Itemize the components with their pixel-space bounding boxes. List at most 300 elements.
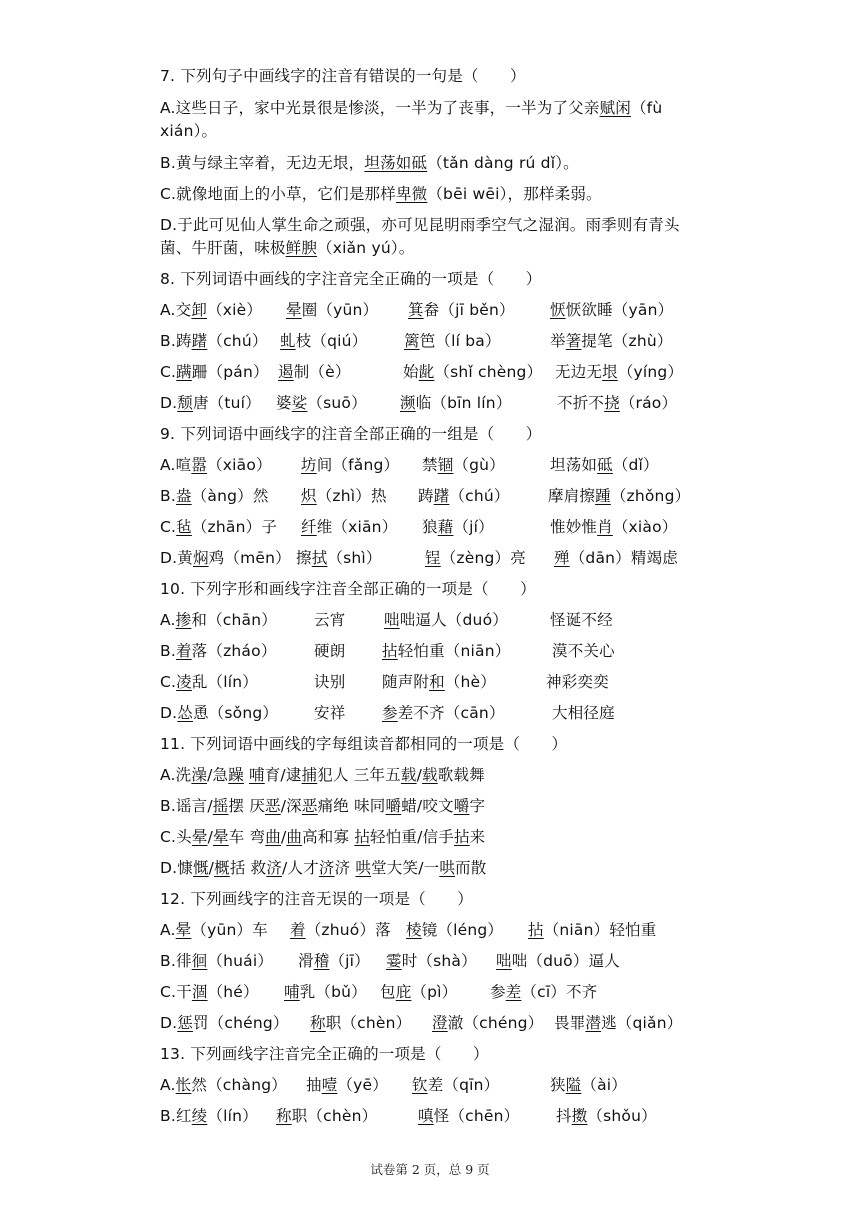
underlined-char: 炽 bbox=[301, 487, 317, 505]
line-cell bbox=[160, 701, 278, 725]
underlined-char: 坦荡如砥 bbox=[364, 154, 428, 172]
text-segment: （huái） bbox=[207, 952, 274, 970]
line-cell bbox=[404, 329, 501, 353]
underlined-char: 庇 bbox=[395, 983, 412, 1001]
text-segment: 制（è） bbox=[293, 363, 351, 381]
line-cell bbox=[550, 608, 613, 632]
line-cell bbox=[160, 213, 680, 237]
underlined-char: 称 bbox=[310, 1014, 326, 1032]
text-segment: B.踌 bbox=[160, 332, 192, 350]
underlined-char: 曲 bbox=[286, 828, 303, 846]
line-cell bbox=[160, 949, 273, 973]
line-cell bbox=[557, 391, 677, 415]
underlined-char: 箕 bbox=[408, 301, 424, 319]
underlined-char: 载 bbox=[400, 766, 417, 784]
underlined-char: 擞 bbox=[571, 1107, 588, 1125]
underlined-char: 棱 bbox=[406, 921, 422, 939]
underlined-char: 踵 bbox=[595, 487, 611, 505]
line-cell bbox=[546, 670, 609, 694]
text-segment: （tǎn dàng rú dǐ）。 bbox=[427, 154, 579, 172]
text-segment: 堂大笑/一 bbox=[371, 859, 440, 877]
text-segment: 济 bbox=[334, 859, 356, 877]
line-cell bbox=[160, 267, 541, 291]
line-cell bbox=[160, 1042, 489, 1066]
text-segment: 8. 下列词语中画线的字注音完全正确的一项是（ ） bbox=[160, 270, 542, 288]
text-segment: （dǐ） bbox=[612, 456, 659, 474]
text-segment: A. bbox=[160, 1076, 176, 1094]
text-segment: （yūn）车 bbox=[191, 921, 268, 939]
text-segment: 咄逼人（duó） bbox=[399, 611, 508, 629]
text-segment: 无边无 bbox=[555, 363, 603, 381]
text-segment: 职（chèn） bbox=[291, 1107, 378, 1125]
text-segment: （bēi wēi），那样柔弱。 bbox=[427, 185, 602, 203]
text-segment: 括 救 bbox=[229, 859, 267, 877]
text-segment: 犯人 三年五 bbox=[317, 766, 401, 784]
line-cell bbox=[284, 980, 367, 1004]
underlined-char: 晕 bbox=[175, 921, 192, 939]
text-segment: 轻怕重（niān） bbox=[397, 642, 511, 660]
text-segment: 而散 bbox=[455, 859, 487, 877]
text-segment: C. bbox=[160, 363, 177, 381]
line-cell bbox=[550, 1073, 627, 1097]
text-segment: 字 bbox=[469, 797, 486, 815]
text-segment: 13. 下列画线字注音完全正确的一项是（ ） bbox=[160, 1045, 489, 1063]
text-segment: 包 bbox=[380, 983, 396, 1001]
underlined-char: 哄 bbox=[355, 859, 372, 877]
line-cell bbox=[160, 639, 277, 663]
text-segment: 狭 bbox=[550, 1076, 566, 1094]
underlined-char: 称 bbox=[276, 1107, 292, 1125]
text-segment: （jī） bbox=[329, 952, 370, 970]
underlined-char: 卑微 bbox=[395, 185, 428, 203]
line-cell bbox=[160, 151, 579, 175]
line-cell bbox=[160, 1011, 289, 1035]
underlined-char: 箸 bbox=[565, 332, 582, 350]
underlined-char: 慨 bbox=[192, 859, 209, 877]
text-segment: D. bbox=[160, 1014, 178, 1032]
text-segment: 狼 bbox=[422, 518, 438, 536]
line-cell bbox=[160, 484, 269, 508]
text-segment: 9. 下列词语中画线字的注音全部正确的一组是（ ） bbox=[160, 425, 542, 443]
line-cell bbox=[296, 546, 382, 570]
line-cell bbox=[160, 825, 485, 849]
text-segment: 枝（qiú） bbox=[295, 332, 368, 350]
text-segment: （ài） bbox=[581, 1076, 628, 1094]
text-segment: 唐（tuí） bbox=[192, 394, 261, 412]
underlined-char: 锃 bbox=[425, 549, 441, 567]
text-segment: （suō） bbox=[307, 394, 367, 412]
underlined-char: 济 bbox=[318, 859, 335, 877]
underlined-char: 躇 bbox=[191, 332, 208, 350]
line-cell bbox=[160, 732, 567, 756]
underlined-char: 哺 bbox=[284, 983, 300, 1001]
text-segment: A. bbox=[160, 921, 176, 939]
text-segment: A. bbox=[160, 611, 176, 629]
text-segment: 神彩奕奕 bbox=[546, 673, 609, 691]
text-segment: （shì） bbox=[327, 549, 382, 567]
underlined-char: 咄 bbox=[496, 952, 512, 970]
line-cell bbox=[314, 608, 345, 632]
underlined-char: 遏 bbox=[278, 363, 294, 381]
underlined-char: 挠 bbox=[604, 394, 620, 412]
line-cell bbox=[160, 360, 269, 384]
line-cell bbox=[160, 794, 485, 818]
underlined-char: 差 bbox=[505, 983, 522, 1001]
text-segment: B.黄与绿主宰着，无边无垠， bbox=[160, 154, 365, 172]
text-segment: 禁 bbox=[422, 456, 438, 474]
text-segment: （lín） bbox=[207, 1107, 258, 1125]
text-segment: 临（bīn lín） bbox=[415, 394, 512, 412]
line-cell bbox=[403, 360, 542, 384]
text-segment: C.干 bbox=[160, 983, 192, 1001]
text-segment: 擦 bbox=[296, 549, 312, 567]
underlined-char: 晕 bbox=[213, 828, 229, 846]
underlined-char: 掺 bbox=[175, 611, 192, 629]
text-segment: 摆 厌 bbox=[228, 797, 266, 815]
text-segment: （jí） bbox=[453, 518, 494, 536]
underlined-char: 濒 bbox=[400, 394, 416, 412]
text-segment: （chú） bbox=[449, 487, 510, 505]
line-cell bbox=[160, 391, 261, 415]
text-segment: 来 bbox=[469, 828, 486, 846]
text-segment: 咄（duō）逼人 bbox=[511, 952, 620, 970]
underlined-char: 鲜腴 bbox=[285, 239, 318, 257]
line-cell bbox=[160, 1104, 258, 1128]
underlined-char: 潜 bbox=[585, 1014, 602, 1032]
text-segment: A.这些日子，家中光景很是惨淡，一半为了丧事，一半为了父亲 bbox=[160, 99, 600, 117]
underlined-char: 济 bbox=[266, 859, 283, 877]
underlined-char: 躁 bbox=[228, 766, 244, 784]
text-segment: 维（xiān） bbox=[316, 518, 398, 536]
text-segment: 参 bbox=[490, 983, 506, 1001]
line-cell bbox=[550, 329, 673, 353]
line-cell bbox=[412, 1073, 499, 1097]
line-cell bbox=[556, 1104, 657, 1128]
text-segment: 怪诞不经 bbox=[550, 611, 613, 629]
line-cell bbox=[408, 298, 515, 322]
line-cell bbox=[160, 980, 259, 1004]
text-segment: A.喧 bbox=[160, 456, 192, 474]
text-segment: （shǒu） bbox=[587, 1107, 657, 1125]
line-cell bbox=[382, 701, 505, 725]
line-cell bbox=[310, 1011, 411, 1035]
text-segment: （shǐ chèng） bbox=[434, 363, 543, 381]
text-segment: 菌、牛肝菌，味极 bbox=[160, 239, 286, 257]
underlined-char: 稽 bbox=[313, 952, 330, 970]
text-segment: 轻怕重/信手 bbox=[370, 828, 454, 846]
line-cell bbox=[286, 298, 378, 322]
line-cell bbox=[276, 391, 367, 415]
text-segment: 痛绝 味同 bbox=[317, 797, 386, 815]
line-cell bbox=[160, 236, 415, 260]
text-segment: 硬朗 bbox=[314, 642, 346, 660]
line-cell bbox=[160, 887, 473, 911]
underlined-char: 哺 bbox=[249, 766, 265, 784]
underlined-char: 载 bbox=[422, 766, 438, 784]
text-segment: D. bbox=[160, 394, 178, 412]
text-segment: 婆 bbox=[276, 394, 292, 412]
underlined-char: 概 bbox=[214, 859, 230, 877]
text-segment: （zhuó）落 bbox=[305, 921, 391, 939]
text-segment: 鸡（mēn） bbox=[208, 549, 291, 567]
text-segment: 12. 下列画线字的注音无误的一项是（ ） bbox=[160, 890, 473, 908]
text-segment: 镜（léng） bbox=[421, 921, 504, 939]
line-cell bbox=[552, 639, 615, 663]
text-segment: （fù bbox=[630, 99, 663, 117]
underlined-char: 肖 bbox=[597, 518, 613, 536]
underlined-char: 涸 bbox=[191, 983, 208, 1001]
text-segment: 提笔（zhù） bbox=[581, 332, 673, 350]
underlined-char: 摇 bbox=[212, 797, 229, 815]
text-segment: 摩肩擦 bbox=[548, 487, 596, 505]
underlined-char: 徊 bbox=[191, 952, 208, 970]
text-segment: C.就像地面上的小草，它们是那样 bbox=[160, 185, 396, 203]
text-segment: 逃（qiǎn） bbox=[601, 1014, 683, 1032]
text-segment: 惟妙惟 bbox=[550, 518, 598, 536]
underlined-char: 蹒 bbox=[176, 363, 192, 381]
underlined-char: 赋闲 bbox=[599, 99, 631, 117]
text-segment: B.徘 bbox=[160, 952, 192, 970]
text-segment: （xiāo） bbox=[207, 456, 272, 474]
underlined-char: 砥 bbox=[597, 456, 613, 474]
text-segment: （zèng）亮 bbox=[440, 549, 526, 567]
underlined-char: 参 bbox=[382, 704, 398, 722]
text-segment: （yíng） bbox=[617, 363, 684, 381]
text-segment: 不折不 bbox=[557, 394, 605, 412]
text-segment: （yē） bbox=[337, 1076, 388, 1094]
line-cell bbox=[160, 422, 541, 446]
text-segment: / bbox=[280, 828, 287, 846]
text-segment: 差（qīn） bbox=[427, 1076, 500, 1094]
underlined-char: 虬 bbox=[280, 332, 296, 350]
underlined-char: 拈 bbox=[354, 828, 371, 846]
underlined-char: 着 bbox=[175, 642, 192, 660]
line-cell bbox=[386, 949, 477, 973]
line-cell bbox=[160, 329, 268, 353]
line-cell bbox=[418, 484, 510, 508]
text-segment: （dān）精竭虑 bbox=[569, 549, 678, 567]
text-segment: （xiǎn yú）。 bbox=[317, 239, 415, 257]
underlined-char: 拈 bbox=[382, 642, 398, 660]
line-cell bbox=[160, 670, 258, 694]
text-segment: A.洗 bbox=[160, 766, 192, 784]
underlined-char: 嚣 bbox=[191, 456, 208, 474]
text-segment: 安祥 bbox=[314, 704, 346, 722]
line-cell bbox=[301, 515, 397, 539]
text-segment: D.慷 bbox=[160, 859, 193, 877]
line-cell bbox=[406, 918, 503, 942]
underlined-char: 澡 bbox=[191, 766, 208, 784]
text-segment: 始 bbox=[403, 363, 419, 381]
line-cell bbox=[160, 1073, 287, 1097]
underlined-char: 着 bbox=[290, 921, 306, 939]
underlined-char: 篱 bbox=[404, 332, 420, 350]
line-cell bbox=[301, 484, 387, 508]
text-segment: 坦荡如 bbox=[550, 456, 598, 474]
text-segment: 抽 bbox=[306, 1076, 322, 1094]
text-segment: 跚（pán） bbox=[191, 363, 269, 381]
text-segment: 抖 bbox=[556, 1107, 572, 1125]
underlined-char: 咄 bbox=[384, 611, 400, 629]
text-segment: 间（fǎng） bbox=[316, 456, 400, 474]
underlined-char: 娑 bbox=[291, 394, 308, 412]
text-segment: 举 bbox=[550, 332, 566, 350]
text-segment: D. bbox=[160, 704, 178, 722]
line-cell bbox=[554, 546, 678, 570]
line-cell bbox=[422, 453, 505, 477]
text-segment: /急 bbox=[207, 766, 229, 784]
text-segment: 漠不关心 bbox=[552, 642, 615, 660]
underlined-char: 噎 bbox=[321, 1076, 338, 1094]
text-segment: 蜡/咬文 bbox=[401, 797, 454, 815]
underlined-char: 恶 bbox=[301, 797, 318, 815]
text-segment: 和（chān） bbox=[191, 611, 277, 629]
text-segment: 踌 bbox=[418, 487, 434, 505]
underlined-char: 怅 bbox=[175, 1076, 192, 1094]
line-cell bbox=[550, 298, 673, 322]
text-segment: xián）。 bbox=[160, 122, 218, 140]
line-cell bbox=[290, 918, 391, 942]
line-cell bbox=[160, 577, 536, 601]
text-segment: （ráo） bbox=[619, 394, 678, 412]
line-cell bbox=[306, 1073, 388, 1097]
line-cell bbox=[298, 949, 370, 973]
text-segment: 大相径庭 bbox=[552, 704, 615, 722]
text-segment: （hè） bbox=[444, 673, 496, 691]
line-cell bbox=[314, 639, 345, 663]
text-segment: B.谣言/ bbox=[160, 797, 213, 815]
underlined-char: 哄 bbox=[439, 859, 456, 877]
underlined-char: 卸 bbox=[191, 301, 208, 319]
line-cell bbox=[160, 64, 526, 88]
text-segment: （niān）轻怕重 bbox=[543, 921, 657, 939]
underlined-char: 和 bbox=[429, 673, 445, 691]
line-cell bbox=[554, 1011, 682, 1035]
line-cell bbox=[528, 918, 656, 942]
line-cell bbox=[555, 360, 683, 384]
text-segment: C. bbox=[160, 518, 177, 536]
underlined-char: 隘 bbox=[565, 1076, 582, 1094]
text-segment: 诀别 bbox=[314, 673, 346, 691]
underlined-char: 恹 bbox=[550, 301, 566, 319]
text-segment: 乳（bǔ） bbox=[299, 983, 367, 1001]
underlined-char: 嗔 bbox=[418, 1107, 434, 1125]
underlined-char: 曲 bbox=[265, 828, 281, 846]
text-segment: 职（chèn） bbox=[325, 1014, 412, 1032]
line-cell bbox=[160, 856, 486, 880]
line-cell bbox=[160, 96, 662, 120]
underlined-char: 焖 bbox=[192, 549, 209, 567]
text-segment: 随声附 bbox=[382, 673, 430, 691]
page-footer: 试卷第 2 页，总 9 页 bbox=[370, 1162, 490, 1177]
line-cell bbox=[382, 670, 496, 694]
text-segment: （xiè） bbox=[207, 301, 263, 319]
underlined-char: 龀 bbox=[418, 363, 435, 381]
line-cell bbox=[550, 453, 659, 477]
underlined-char: 霎 bbox=[386, 952, 402, 970]
line-cell bbox=[550, 515, 677, 539]
line-cell bbox=[380, 980, 457, 1004]
underlined-char: 躇 bbox=[433, 487, 450, 505]
line-cell bbox=[160, 763, 485, 787]
text-segment: （zhǒng） bbox=[610, 487, 691, 505]
text-segment: 圈（yūn） bbox=[301, 301, 379, 319]
line-cell bbox=[160, 453, 272, 477]
text-segment: 乱（lín） bbox=[191, 673, 258, 691]
line-cell bbox=[160, 546, 291, 570]
underlined-char: 坊 bbox=[301, 456, 317, 474]
text-segment: （zhì）热 bbox=[316, 487, 387, 505]
line-cell bbox=[160, 515, 277, 539]
text-segment: （àng）然 bbox=[191, 487, 269, 505]
underlined-char: 嚼 bbox=[453, 797, 470, 815]
underlined-char: 恶 bbox=[265, 797, 281, 815]
text-segment: 11. 下列词语中画线的字每组读音都相同的一项是（ ） bbox=[160, 735, 568, 753]
line-cell bbox=[552, 701, 615, 725]
line-cell bbox=[422, 515, 494, 539]
text-segment: C. bbox=[160, 673, 177, 691]
text-segment: （cī）不齐 bbox=[521, 983, 598, 1001]
text-segment: / bbox=[416, 766, 423, 784]
underlined-char: 殚 bbox=[554, 549, 570, 567]
line-cell bbox=[490, 980, 597, 1004]
line-cell bbox=[548, 484, 690, 508]
text-segment: 澈（chéng） bbox=[447, 1014, 544, 1032]
text-segment: （pì） bbox=[411, 983, 458, 1001]
text-segment: 10. 下列字形和画线字注音全部正确的一项是（ ） bbox=[160, 580, 536, 598]
text-segment: （hé） bbox=[207, 983, 259, 1001]
line-cell bbox=[278, 360, 351, 384]
text-segment: /深 bbox=[280, 797, 302, 815]
text-segment: （chú） bbox=[207, 332, 268, 350]
underlined-char: 毡 bbox=[176, 518, 192, 536]
underlined-char: 捕 bbox=[301, 766, 318, 784]
line-cell bbox=[280, 329, 367, 353]
line-cell bbox=[160, 119, 217, 143]
underlined-char: 锢 bbox=[437, 456, 454, 474]
text-segment: 云宵 bbox=[314, 611, 346, 629]
text-segment: 差不齐（cān） bbox=[397, 704, 505, 722]
line-cell bbox=[301, 453, 399, 477]
text-segment: 时（shà） bbox=[401, 952, 477, 970]
underlined-char: 拭 bbox=[311, 549, 328, 567]
text-segment: 滑 bbox=[298, 952, 314, 970]
underlined-char: 垠 bbox=[602, 363, 618, 381]
underlined-char: 拈 bbox=[453, 828, 470, 846]
underlined-char: 藉 bbox=[437, 518, 454, 536]
line-cell bbox=[382, 639, 510, 663]
text-segment: 高和寡 bbox=[302, 828, 355, 846]
line-cell bbox=[384, 608, 508, 632]
underlined-char: 绫 bbox=[191, 1107, 208, 1125]
underlined-char: 惩 bbox=[177, 1014, 193, 1032]
underlined-char: 晕 bbox=[286, 301, 302, 319]
text-segment: （zhān）子 bbox=[191, 518, 278, 536]
line-cell bbox=[418, 1104, 519, 1128]
text-segment: B. bbox=[160, 642, 176, 660]
line-cell bbox=[160, 918, 268, 942]
line-cell bbox=[314, 670, 345, 694]
text-segment: D.于此可见仙人掌生命之顽强，亦可见昆明雨季空气之湿润。雨季则有青头 bbox=[160, 216, 680, 234]
underlined-char: 凌 bbox=[176, 673, 192, 691]
underlined-char: 颓 bbox=[177, 394, 193, 412]
text-segment: 落（zháo） bbox=[191, 642, 277, 660]
underlined-char: 晕 bbox=[191, 828, 208, 846]
underlined-char: 纤 bbox=[301, 518, 317, 536]
text-segment: B. bbox=[160, 487, 176, 505]
text-segment: D.黄 bbox=[160, 549, 193, 567]
text-segment: （xiào） bbox=[612, 518, 678, 536]
